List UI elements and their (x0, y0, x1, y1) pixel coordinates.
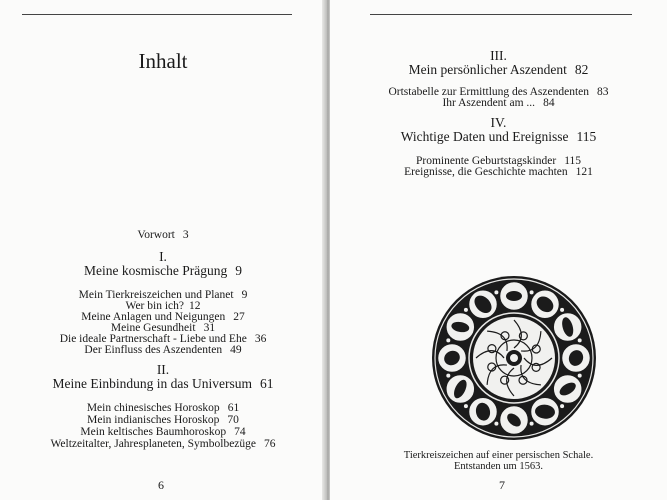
zodiac-figure (506, 291, 522, 301)
top-rule (370, 14, 632, 15)
right-page (330, 0, 667, 500)
toc-entry-label: Meine Anlagen und Neigungen (81, 311, 226, 323)
toc-entry-page: 70 (227, 414, 239, 426)
top-rule (22, 14, 292, 15)
toc-entry-label: Ortstabelle zur Ermittlung des Aszendenten (388, 86, 590, 98)
toc-entry-page: 31 (203, 322, 216, 334)
section-title (0, 263, 326, 278)
illustration-caption: Tierkreiszeichen auf einer persischen Schale. (403, 450, 594, 461)
toc-entry-label: Die ideale Partnerschaft - Liebe und Ehe (59, 333, 247, 345)
toc-entry-page: 83 (597, 86, 609, 98)
toc-entry (330, 166, 667, 179)
toc-entry-page: 12 (188, 300, 201, 312)
ornament-dot (578, 338, 582, 342)
toc-entry (0, 344, 326, 357)
section-number: I. (159, 249, 167, 264)
left-page (0, 0, 326, 500)
ornament-dot (560, 308, 564, 312)
toc-entry-label: Weltzeitalter, Jahresplaneten, Symbolbezüge (50, 438, 257, 450)
section-number: III. (490, 48, 507, 63)
toc-entry-vorwort (0, 229, 326, 242)
zodiac-plate-illustration (431, 275, 597, 441)
toc-entry-label: Vorwort (137, 229, 175, 241)
toc-entry-page: 3 (182, 229, 189, 241)
section-title (330, 129, 667, 144)
toc-entry-page: 49 (230, 344, 242, 356)
page-title: Inhalt (138, 49, 188, 73)
page-number: 6 (158, 478, 164, 492)
ornament-dot (446, 338, 450, 342)
toc-entry-page: 76 (264, 438, 276, 450)
toc-entry-page: 9 (241, 289, 248, 301)
ornament-dot (578, 374, 582, 378)
toc-entry-page: 115 (564, 155, 582, 167)
ornament-dot (530, 290, 534, 294)
section-title (0, 376, 326, 391)
toc-entry-label: Der Einfluss des Aszendenten (84, 344, 223, 356)
toc-entry-label: Mein Tierkreiszeichen und Planet (78, 289, 234, 301)
toc-entry (0, 438, 326, 451)
section-title-label: Meine kosmische Prägung (84, 263, 228, 278)
toc-entry-label: Prominente Geburtstagskinder (415, 155, 557, 167)
section-number: IV. (490, 115, 507, 130)
toc-entry-page: 84 (543, 97, 555, 109)
section-title-label: Wichtige Daten und Ereignisse (400, 129, 569, 144)
toc-entry-label: Mein chinesisches Horoskop (86, 402, 220, 414)
toc-entry-label: Wer bin ich? (125, 300, 184, 312)
toc-entry-page: 121 (575, 166, 593, 178)
section-number: II. (156, 362, 170, 377)
toc-entry-label: Ihr Aszendent am ... (442, 97, 536, 109)
illustration-caption: Entstanden um 1563. (454, 461, 543, 472)
section-title-page: 9 (235, 263, 242, 278)
toc-entry-label: Mein keltisches Baumhoroskop (80, 426, 227, 438)
toc-entry-page: 74 (234, 426, 246, 438)
toc-entry-page: 27 (233, 311, 245, 323)
section-title (330, 62, 667, 77)
section-title-label: Meine Einbindung in das Universum (52, 376, 252, 391)
toc-entry-label: Ereignisse, die Geschichte machten (404, 166, 568, 178)
section-title-page: 115 (576, 129, 597, 144)
toc-entry-page: 61 (227, 402, 240, 414)
ornament-dot (464, 404, 468, 408)
section-title-label: Mein persönlicher Aszendent (408, 62, 567, 77)
toc-entry (330, 97, 667, 110)
toc-entry-page: 36 (254, 333, 267, 345)
ornament-dot (530, 422, 534, 426)
page-number: 7 (499, 478, 505, 492)
ornament-dot (494, 422, 498, 426)
toc-entry-label: Meine Gesundheit (110, 322, 196, 334)
ornament-dot (464, 308, 468, 312)
section-title-page: 82 (574, 62, 589, 77)
toc-entry-label: Mein indianisches Horoskop (87, 414, 220, 426)
ornament-dot (446, 374, 450, 378)
ornament-dot (494, 290, 498, 294)
ornament-dot (560, 404, 564, 408)
section-title-page: 61 (259, 376, 274, 391)
